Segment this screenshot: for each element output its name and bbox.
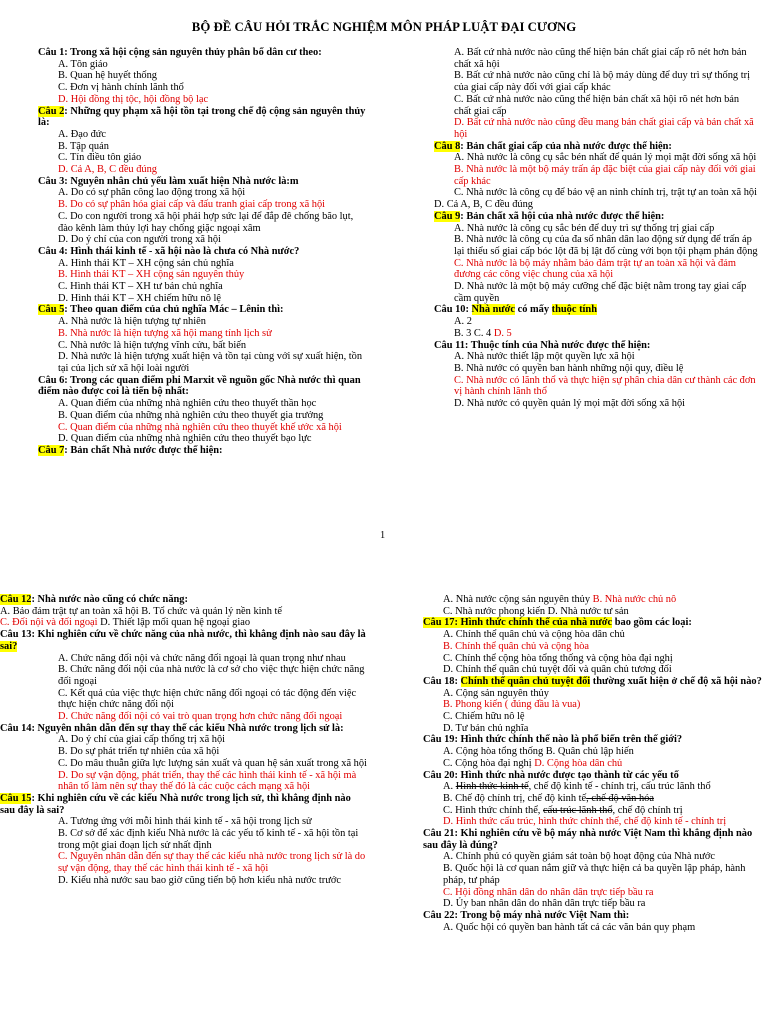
text-run: B. Chế độ chính trị, chế độ kinh tế	[443, 792, 587, 804]
text-run: A. Quan điểm của những nhà nghiên cứu theo thuyết thần học	[58, 398, 317, 410]
answer-option	[38, 422, 366, 434]
text-run: A. Chính phủ có quyền giám sát toàn bộ hoạt động của Nhà nước	[443, 851, 715, 863]
answer-option	[38, 269, 366, 281]
answer-option	[434, 152, 758, 164]
text-run: D. Do ý chí của con người trong xã hội	[58, 234, 221, 246]
answer-option	[38, 94, 366, 106]
text-run: Câu 21: Khi nghiên cứu về bộ máy nhà nước Việt Nam thì khẳng định nào sau đây là đúng?	[423, 828, 753, 851]
text-run: C. Hình thái KT – XH tư bản chủ nghĩa	[58, 281, 223, 293]
question-text	[38, 176, 366, 188]
text-run: A. Đạo đức	[58, 128, 107, 140]
text-run: D. Ủy ban nhân dân do nhân dân trực tiếp bầu ra	[443, 898, 646, 910]
answer-option	[0, 770, 368, 793]
text-run: C. Nhà nước là bộ máy nhằm bảo đảm trật tự an toàn xã hội và đảm đương các công việc chung của xã hội	[454, 257, 736, 281]
text-run: A. Bất cứ nhà nước nào cũng thể hiện bản chất giai cấp rõ nét hơn bản chất xã hội	[454, 47, 747, 70]
text-run: C. Do mâu thuẫn giữa lực lượng sản xuất và quan hệ sản xuất trong xã hội	[58, 757, 367, 769]
text-run: C. Nguyên nhân dẫn đến sự thay thế các kiểu nhà nước trong lịch sử là do sự vận động, thay thế các hình thái kinh tế - xã hội	[58, 851, 366, 875]
answer-option	[434, 234, 758, 257]
text-run: D. Cộng hòa dân chủ	[534, 757, 623, 769]
text-run: B. Cơ sở để xác định kiểu Nhà nước là các yếu tố kinh tế - xã hội tồn tại trong một giai đoạn lịch sử nhất định	[58, 828, 359, 851]
answer-option	[0, 711, 368, 723]
text-run: C. Chính thể cộng hòa tổng thống và cộng hòa đại nghị	[443, 652, 673, 664]
answer-option	[38, 340, 366, 352]
text-run: sai?	[0, 640, 18, 652]
text-run: Câu 3: Nguyên nhân chủ yếu làm xuất hiện Nhà nước là:m	[38, 175, 299, 187]
question-text	[0, 793, 368, 816]
answer-option	[38, 281, 366, 293]
text-run: C. Nhà nước là công cụ để bảo vệ an ninh chính trị, trật tự an toàn xã hội	[454, 187, 757, 199]
text-run: C. Nhà nước là hiện tượng vĩnh cửu, bất biến	[58, 339, 247, 351]
text-run: D. Quan điểm của những nhà nghiên cứu theo thuyết bạo lực	[58, 433, 312, 445]
text-run: bao gồm các loại:	[612, 617, 692, 629]
page2-right-column	[423, 594, 768, 933]
text-run: Nhà nước	[471, 304, 515, 316]
answer-option	[434, 94, 758, 117]
answer-option	[423, 688, 768, 700]
text-run: D. Nhà nước có quyền quản lý mọi mặt đời sống xã hội	[454, 398, 686, 410]
answer-option	[423, 723, 768, 735]
answer-option	[38, 398, 366, 410]
answer-option	[423, 898, 768, 910]
text-run: Câu 20: Hình thức nhà nước được tạo thành từ các yếu tố	[423, 769, 679, 781]
answer-option	[38, 410, 366, 422]
answer-option	[434, 281, 758, 304]
answer-option	[423, 851, 768, 863]
text-run: A. Nhà nước thiết lập một quyền lực xã hội	[454, 351, 635, 363]
answer-option	[423, 793, 768, 805]
answer-option	[38, 234, 366, 246]
text-run: A. Nhà nước cộng sản nguyên thủy	[443, 594, 593, 605]
text-run: A. Do ý chí của giai cấp thống trị xã hội	[58, 734, 226, 746]
answer-option	[423, 653, 768, 665]
answer-option	[423, 781, 768, 793]
text-run: A. Quốc hội có quyền ban hành tất cả các văn bản quy phạm	[443, 921, 696, 933]
text-run: B. Quan hệ huyết thống	[58, 70, 157, 82]
text-run: : Theo quan điểm của chủ nghĩa Mác – Lênin thì:	[64, 304, 284, 316]
question-text	[423, 770, 768, 782]
text-run: Câu 7	[38, 444, 65, 456]
text-run: C. Đối nội và đối ngoại	[0, 617, 98, 629]
text-run: C. Kết quả của việc thực hiện chức năng đối ngoại có tác động đến việc thực hiện chức năng đối nội	[58, 687, 357, 711]
text-run: B. Phong kiến ( đúng đầu là vua)	[443, 699, 581, 711]
text-run: A. Tương ứng với mỗi hình thái kinh tế - xã hội trong lịch sử	[58, 816, 312, 828]
text-run: : Bản chất giai cấp của nhà nước được thể hiện:	[460, 140, 672, 152]
text-run: B. Nhà nước là một bộ máy trấn áp đặc biệt của giai cấp này đối với giai cấp khác	[454, 164, 756, 187]
text-run: A. Chức năng đối nội và chức năng đối ngoại là quan trọng như nhau	[58, 652, 346, 664]
text-run: D. Hình thức cấu trúc, hình thức chính thể, chế độ kinh tế - chính trị	[443, 816, 727, 828]
text-run: Câu 4: Hình thái kinh tế - xã hội nào là chưa có Nhà nước?	[38, 245, 300, 257]
answer-option	[38, 293, 366, 305]
answer-option	[38, 211, 366, 234]
answer-option	[38, 164, 366, 176]
text-run: Câu 15	[0, 792, 32, 804]
answer-option	[434, 351, 758, 363]
answer-option	[38, 328, 366, 340]
text-run: A. Cộng hòa tổng thống B. Quân chủ lập hiến	[443, 746, 634, 758]
text-run: D. Nhà nước là một bộ máy cưỡng chế đặc biệt nằm trong tay giai cấp cầm quyền	[454, 281, 747, 304]
text-run: Chính thể quân chủ tuyệt đối	[460, 675, 591, 687]
answer-option	[38, 129, 366, 141]
text-run: D. Kiểu nhà nước sau bao giờ cũng tiến bộ hơn kiểu nhà nước trước	[58, 874, 341, 886]
answer-option	[423, 641, 768, 653]
question-text	[434, 340, 758, 352]
question-text	[434, 211, 758, 223]
text-run: A. Bảo đảm trật tự an toàn xã hội B. Tổ chức và quản lý nền kinh tế	[0, 605, 283, 617]
answer-option	[423, 711, 768, 723]
answer-option	[0, 828, 368, 851]
text-run: B. Do có sự phân hóa giai cấp và đấu tranh giai cấp trong xã hội	[58, 199, 326, 211]
question-text	[38, 445, 366, 457]
answer-option	[0, 617, 368, 629]
document-page-2	[0, 582, 768, 1024]
text-run: C. Bất cứ nhà nước nào cũng thể hiện bản chất xã hội rõ nét hơn bản chất giai cấp	[454, 93, 740, 117]
answer-option	[423, 606, 768, 618]
text-run: A. Tôn giáo	[58, 58, 108, 70]
text-run: A. Nhà nước là công cụ sắc bén nhất để quản lý mọi mặt đời sống xã hội	[454, 152, 757, 164]
text-run: B. Do sự phát triển tự nhiên của xã hội	[58, 746, 220, 758]
answer-option	[38, 70, 366, 82]
text-run: A. Cộng sản nguyên thủy	[443, 687, 549, 699]
text-run: D. Do sự vận động, phát triển, thay thế các hình thái kinh tế - xã hội mà nhân tố làm nên sự thay thế đó là các cuộc cách mạng xã hội	[58, 769, 357, 793]
question-text	[423, 828, 768, 851]
text-run: , chế độ kinh tế - chính trị, cấu trúc lãnh thổ	[528, 781, 711, 793]
text-run: D. Bất cứ nhà nước nào cũng đều mang bản chất giai cấp và bản chất xã hội	[454, 117, 754, 140]
text-run: C. Quan điểm của những nhà nghiên cứu theo thuyết khế ước xã hội	[58, 421, 342, 433]
text-run: Câu 17: Hình thức chính thể của nhà nước	[423, 617, 613, 629]
answer-option	[434, 117, 758, 140]
text-run: C. Nhà nước phong kiến D. Nhà nước tư sản	[443, 605, 629, 617]
text-run: D. Cả A, B, C đều đúng	[434, 199, 533, 211]
answer-option	[0, 816, 368, 828]
question-text	[423, 734, 768, 746]
answer-option	[434, 258, 758, 281]
text-run: cấu trúc lãnh thổ	[543, 804, 613, 816]
question-text	[434, 141, 758, 153]
text-run: B. Quan điểm của những nhà nghiên cứu theo thuyết gia trưởng	[58, 409, 324, 421]
text-run: B. Hình thái KT – XH cộng sản nguyên thủy	[58, 269, 245, 281]
answer-option	[434, 199, 758, 211]
answer-option	[0, 734, 368, 746]
text-run: Câu 1: Trong xã hội cộng sản nguyên thủy phân bổ dân cư theo:	[38, 47, 322, 58]
document-title: BỘ ĐỀ CÂU HỎI TRẮC NGHIỆM MÔN PHÁP LUẬT ĐẠI CƯƠNG	[191, 20, 577, 34]
answer-option	[38, 152, 366, 164]
answer-option	[434, 328, 758, 340]
text-run: Câu 2	[38, 105, 65, 117]
text-run: Câu 5	[38, 304, 65, 316]
answer-option	[434, 70, 758, 93]
text-run: A. Nhà nước là công cụ sắc bén để duy trì sự thống trị giai cấp	[454, 222, 715, 234]
page2-left-column	[0, 594, 368, 887]
answer-option	[38, 82, 366, 94]
text-run: Câu 22: Trong bộ máy nhà nước Việt Nam thì:	[423, 909, 630, 921]
answer-option	[434, 47, 758, 70]
answer-option	[423, 816, 768, 828]
text-run: Câu 9	[434, 210, 461, 222]
text-run: Câu 12	[0, 594, 32, 605]
answer-option	[38, 258, 366, 270]
answer-option	[423, 863, 768, 886]
text-run: A. Nhà nước là hiện tượng tự nhiên	[58, 316, 206, 328]
text-run: : Những quy phạm xã hội tồn tại trong chế độ cộng sản nguyên thủy là:	[38, 105, 366, 129]
answer-option	[0, 875, 368, 887]
text-run: D. Chính thể quân chủ tuyệt đối và quân chủ tương đối	[443, 664, 672, 676]
text-run: C. Tín điều tôn giáo	[58, 152, 142, 164]
answer-option	[38, 187, 366, 199]
answer-option	[38, 433, 366, 445]
answer-option	[423, 746, 768, 758]
text-run: A. Do có sự phân công lao động trong xã hội	[58, 187, 246, 199]
question-text	[423, 676, 768, 688]
text-run: D. Tư bản chủ nghĩa	[443, 722, 529, 734]
text-run: D. Chức năng đối nội có vai trò quan trọng hơn chức năng đối ngoại	[58, 711, 343, 723]
page1-left-column	[38, 47, 366, 457]
text-run: Câu 18:	[423, 675, 461, 687]
text-run: : Khi nghiên cứu về các kiểu Nhà nước trong lịch sử, thì khẳng định nào sau đây là sai?	[0, 792, 351, 816]
text-run: B. Tập quán	[58, 140, 109, 152]
answer-option	[434, 363, 758, 375]
answer-option	[423, 629, 768, 641]
question-text	[38, 375, 366, 398]
answer-option	[423, 758, 768, 770]
answer-option	[0, 664, 368, 687]
text-run: Hình thức kinh tế	[455, 781, 529, 793]
text-run: có mấy	[515, 304, 552, 316]
answer-option	[434, 375, 758, 398]
answer-option	[434, 223, 758, 235]
text-run: Câu 10:	[434, 304, 472, 316]
answer-option	[0, 606, 368, 618]
answer-option	[0, 688, 368, 711]
question-text	[38, 106, 366, 129]
text-run: C. Hội đồng nhân dân do nhân dân trực tiếp bầu ra	[443, 886, 654, 898]
text-run: A.	[443, 781, 456, 793]
text-run: C. Chiếm hữu nô lệ	[443, 711, 525, 723]
answer-option	[423, 805, 768, 817]
text-run: A. Hình thái KT – XH cộng sản chủ nghĩa	[58, 257, 234, 269]
text-run: C. Do con người trong xã hội phải hợp sức lại để đắp đê chống bão lụt, đào kênh làm thủy lợi hay chống giặc ngoại xâm	[58, 210, 354, 234]
text-run: Câu 14: Nguyên nhân dẫn đến sự thay thế các kiểu Nhà nước trong lịch sử là:	[0, 722, 344, 734]
text-run: , chế độ chính trị	[612, 804, 683, 816]
text-run: B. Nhà nước có quyền ban hành những nội quy, điều lệ	[454, 362, 684, 374]
question-text	[423, 910, 768, 922]
text-run: B. Chính thể quân chủ và cộng hòa	[443, 640, 590, 652]
text-run: B. Chức năng đối nội của nhà nước là cơ sở cho việc thực hiện chức năng đối ngoại	[58, 664, 365, 687]
question-text	[38, 47, 366, 59]
text-run: C. Cộng hòa đại nghị	[443, 757, 535, 769]
answer-option	[38, 199, 366, 211]
text-run: B. Bất cứ nhà nước nào cũng chỉ là bộ máy dùng để duy trì sự thống trị của giai cấp này đối với giai cấp khác	[454, 70, 750, 94]
answer-option	[38, 316, 366, 328]
answer-option	[434, 398, 758, 410]
answer-option	[38, 141, 366, 153]
text-run: thường xuất hiện ở chế độ xã hội nào?	[590, 675, 762, 687]
text-run: B. Nhà nước là công cụ của đa số nhân dân lao động sử dụng để trấn áp lại thiểu số giai cấp bóc lột đã bị lật đổ cùng với bọn tội phạm phản động	[454, 234, 758, 257]
answer-option	[0, 653, 368, 665]
answer-option	[0, 746, 368, 758]
text-run: A. Chính thể quân chủ và cộng hòa dân chủ	[443, 629, 625, 641]
text-run: C. Hình thức chính thể,	[443, 804, 543, 816]
text-run: D. Cả A, B, C đều đúng	[58, 164, 157, 176]
text-run: A. 2	[454, 316, 472, 328]
text-run: D. 5	[493, 327, 512, 339]
question-text	[38, 246, 366, 258]
question-text	[434, 304, 758, 316]
question-text	[0, 594, 368, 606]
question-text	[0, 629, 368, 652]
answer-option	[0, 851, 368, 874]
text-run: B. Nhà nước chủ nô	[592, 594, 677, 605]
answer-option	[434, 316, 758, 328]
text-run: : Bản chất Nhà nước được thể hiện:	[64, 444, 223, 456]
text-run: thuộc tính	[551, 304, 597, 316]
text-run: Câu 6: Trong các quan điểm phi Marxit về nguồn gốc Nhà nước thì quan điểm nào được coi là tiến bộ nhất:	[38, 374, 361, 398]
text-run: B. 3 C. 4	[454, 327, 494, 339]
answer-option	[434, 164, 758, 187]
text-run: , chế độ văn hóa	[586, 792, 654, 804]
answer-option	[423, 594, 768, 606]
text-run: : Nhà nước nào cũng có chức năng:	[31, 594, 188, 605]
text-run: D. Hình thái KT – XH chiếm hữu nô lệ	[58, 292, 222, 304]
text-run: D. Hội đồng thị tộc, hội đồng bộ lạc	[58, 93, 209, 105]
text-run: B. Quốc hội là cơ quan nắm giữ và thực hiện cả ba quyền lập pháp, hành pháp, tư pháp	[443, 863, 746, 886]
text-run: D. Nhà nước là hiện tượng xuất hiện và tồn tại cùng với sự xuất hiện, tồn tại của lịch sử xã hội loài người	[58, 351, 363, 374]
text-run: Câu 19: Hình thức chính thể nào là phổ biến trên thế giới?	[423, 734, 683, 746]
page1-right-column	[434, 47, 758, 410]
text-run: : Bản chất xã hội của nhà nước được thể hiện:	[460, 210, 665, 222]
question-text	[0, 723, 368, 735]
text-run: C. Nhà nước có lãnh thổ và thực hiện sự phân chia dân cư thành các đơn vị hành chính lãnh thổ	[454, 374, 756, 398]
question-text	[38, 304, 366, 316]
answer-option	[423, 664, 768, 676]
text-run: Câu 13: Khi nghiên cứu về chức năng của nhà nước, thì khẳng định nào sau đây là	[0, 629, 366, 641]
answer-option	[423, 699, 768, 711]
text-run: D. Thiết lập mối quan hệ ngoại giao	[97, 617, 251, 629]
question-text	[423, 617, 768, 629]
answer-option	[434, 187, 758, 199]
page-number: 1	[380, 530, 386, 541]
text-run: Câu 8	[434, 140, 461, 152]
answer-option	[0, 758, 368, 770]
answer-option	[423, 887, 768, 899]
text-run: B. Nhà nước là hiện tượng xã hội mang tính lịch sử	[58, 327, 272, 339]
answer-option	[38, 351, 366, 374]
text-run: Câu 11: Thuộc tính của Nhà nước được thể hiện:	[434, 339, 651, 351]
answer-option	[423, 922, 768, 934]
text-run: C. Đơn vị hành chính lãnh thổ	[58, 82, 184, 94]
answer-option	[38, 59, 366, 71]
